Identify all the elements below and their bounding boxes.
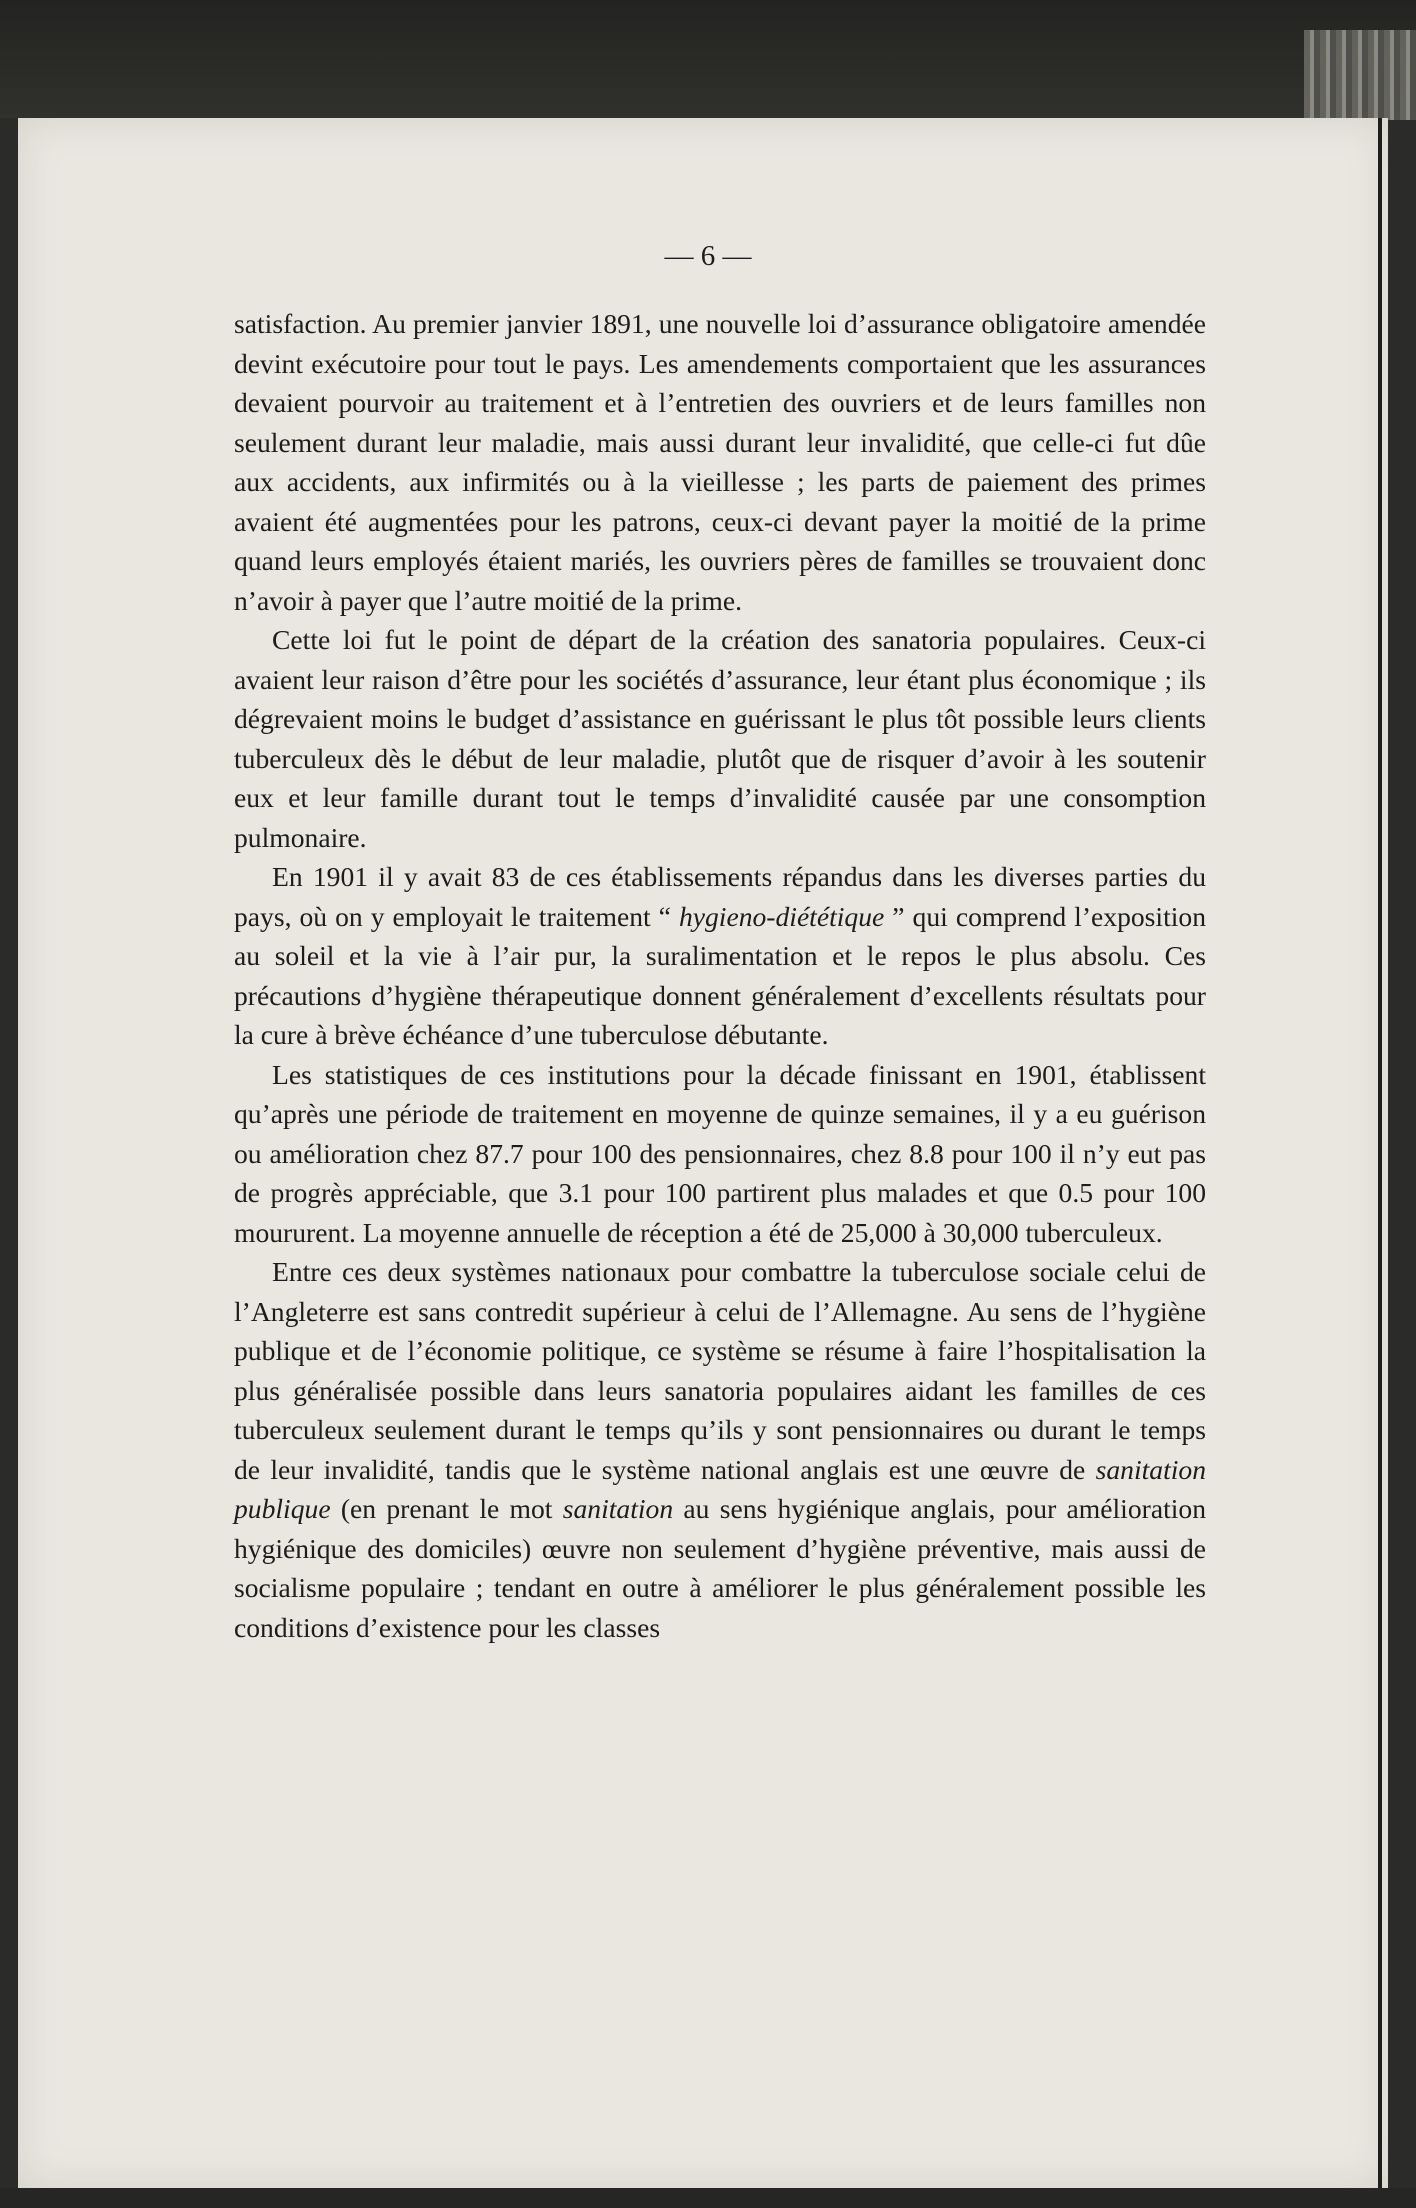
text-run: ” qui comprend l’exposition au soleil et la vie à l’air pur, la suralimentation et le repos le plus absolu. Ces précautions d’hygiène thérapeutique donnent généralement d’excellents résultats pour la cure à brève échéance d’une tuberculose débutante.: [234, 900, 1206, 1050]
paragraph: [234, 620, 1206, 857]
italic-text: sanitation publique: [234, 1453, 1206, 1524]
text-run: Les statistiques de ces institutions pour la décade finissant en 1901, établissent qu’après une période de traitement en moyenne de quinze semaines, il y a eu guérison ou amélioration chez 87.7 pour 100 des pensionnaires, chez 8.8 pour 100 il n’y eut pas de progrès appréciable, que 3.1 pour 100 partirent plus malades et que 0.5 pour 100 moururent. La moyenne annuelle de réception a été de 25,000 à 30,000 tuberculeux.: [234, 1058, 1206, 1248]
scan-edge-strip: [1304, 30, 1416, 120]
scan-top-border: [0, 0, 1416, 118]
scan-bottom-border: [0, 2188, 1416, 2208]
page-right-edge: [1378, 118, 1382, 2188]
text-run: au sens hygiénique anglais, pour amélioration hygiénique des domiciles) œuvre non seulement d’hygiène préventive, mais aussi de socialisme populaire ; tendant en outre à améliorer le plus généralement possible les conditions d’existence pour les classes: [234, 1493, 1206, 1643]
page-number: — 6 —: [664, 240, 752, 272]
italic-text: sanitation: [562, 1493, 674, 1524]
italic-text: hygieno-diététique: [678, 900, 885, 932]
text-run: En 1901 il y avait 83 de ces établissements répandus dans les diverses parties du pays, où on y employait le traitement “: [234, 861, 1206, 932]
text-run: (en prenant le mot: [330, 1493, 563, 1524]
paragraph: [234, 304, 1206, 620]
text-run: Cette loi fut le point de départ de la création des sanatoria populaires. Ceux-ci avaient leur raison d’être pour les sociétés d’assurance, leur étant plus économique ; ils dégrevaient moins le budget d’assistance en guérissant le plus tôt possible leurs clients tuberculeux dès le début de leur maladie, plutôt que de risquer d’avoir à les soutenir eux et leur famille durant tout le temps d’invalidité causée par une consomption pulmonaire.: [234, 624, 1206, 853]
body-text: [234, 304, 1206, 1647]
paragraph: [234, 1055, 1206, 1253]
paragraph: [234, 857, 1206, 1055]
text-run: satisfaction. Au premier janvier 1891, une nouvelle loi d’assurance obligatoire amendée devint exécutoire pour tout le pays. Les amendements comportaient que les assurances devaient pourvoir au traitement et à l’entretien des ouvriers et de leurs familles non seulement durant leur maladie, mais aussi durant leur invalidité, que celle-ci fut dûe aux accidents, aux infirmités ou à la vieillesse ; les parts de paiement des primes avaient été augmentées pour les patrons, ceux-ci devant payer la moitié de la prime quand leurs employés étaient mariés, les ouvriers pères de familles se trouvaient donc n’avoir à payer que l’autre moitié de la prime.: [234, 308, 1206, 616]
text-run: Entre ces deux systèmes nationaux pour combattre la tuberculose sociale celui de l’Angleterre est sans contredit supérieur à celui de l’Allemagne. Au sens de l’hygiène publique et de l’économie politique, ce système se résume à faire l’hospitalisation la plus généralisée possible dans leurs sanatoria populaires aidant les familles de ces tuberculeux seulement durant le temps qu’ils y sont pensionnaires ou durant le temps de leur invalidité, tandis que le système national anglais est une œuvre de: [234, 1256, 1206, 1485]
paragraph: [234, 1252, 1206, 1647]
